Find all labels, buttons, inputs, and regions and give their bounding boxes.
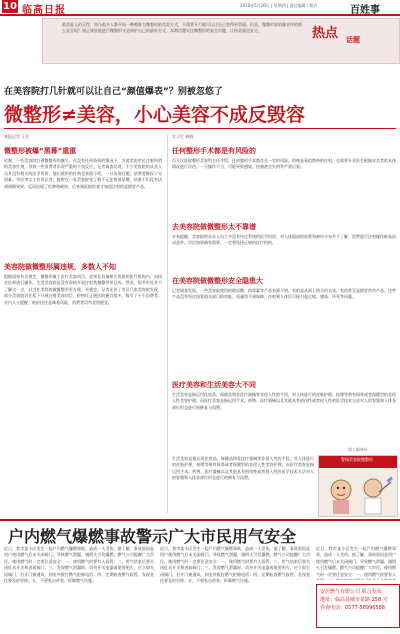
gas-company-text	[320, 588, 396, 612]
gas-body-col3: 近日，我市某小区发生一起户内燃气爆燃事故，造成一人受伤。据了解，事故原因是用户使用燃气后未关闭阀门，导致燃气泄漏，遇明火引发爆燃。燃气公司提醒广大市民，使用燃气时一定要注意安全：一、使用燃气时要有人	[316, 546, 396, 577]
cartoon-caption: 警惕美容院微整形	[341, 457, 373, 462]
gas-safety-headline: 户内燃气爆燃事故警示广大市民用气安全	[8, 527, 297, 546]
page-number: 10	[3, 1, 17, 12]
photo-credit: 图 / 新华社	[348, 447, 368, 452]
gas-body-col1: 近日，我市某小区发生一起户内燃气爆燃事故，造成一人受伤。据了解，事故原因是用户使用燃气后未关闭阀门，导致燃气泄漏，遇明火引发爆燃。燃气公司提醒广大市民，使用燃气时一定要注意安全：一、使用燃气时要有人看管；二、用气结束后要关闭灶具开关和表前阀门；三、发现燃气泄漏时，切勿开关电器或使用明火，应立即关闭阀门，打开门窗通风，到室外拨打燃气抢修电话；四、定期检查燃气软管，发现老化要及时更换；五、不要私自改装、拆除燃气设施。	[4, 546, 154, 584]
hot-topic-sub: 话题	[346, 36, 360, 44]
col1-section-body-2: 根据国家有关规定，微整形属于医疗美容项目，必须在具备相关资质的医疗机构内，由执业医师进行操作。生活美容院是没有资格开展注射类微整形项目的。然而，很多市民并不了解这一点，以为在美容院做微整形更方便、更便宜。记者走访了市区几家美容院发现，部分美容院仍在私下开展注射美容项目，价格比正规医院便宜很多，吸引了不少消费者。业内人士提醒，低价往往意味着风险，消费者切勿贪图便宜。	[4, 274, 162, 305]
cartoon-illustration	[318, 455, 398, 517]
paper-name: 临高日报	[22, 5, 66, 16]
col2-section-body-4: 生活美容是指运用化妆品、保健品和非医疗器械等非侵入性的手段，对人体进行的皮肤护理、按摩等带有保养或者保健型的非侵入性美容护理。而医疗美容是指运用手术、药物、医疗器械以及其他具有创伤性或者侵入性的医学技术方法对人的容貌和人体各部位形态进行的修复与再塑。	[172, 392, 396, 410]
gas-company-address: 地址：临高县城市某路 258 号	[320, 597, 388, 603]
col1-section-title-1: 微整形被爆“黑幕”重重	[4, 147, 77, 155]
section-name: 百姓事	[350, 5, 380, 16]
col2-section-title-2: 去美容院做微整形太不靠谱	[172, 223, 256, 231]
gas-company-phone: 咨询电话：0577-58996588	[320, 605, 385, 611]
gas-body-col2: 近日，我市某小区发生一起户内燃气爆燃事故，造成一人受伤。据了解，事故原因是用户使用燃气后未关闭阀门，导致燃气泄漏，遇明火引发爆燃。燃气公司提醒广大市民，使用燃气时一定要注意安全：一、使用燃气时要有人看管；二、用气结束后要关闭灶具开关和表前阀门；三、发现燃气泄漏时，切勿开关电器或使用明火，应立即关闭阀门，打开门窗通风，到室外拨打燃气抢修电话；四、定期检查燃气软管，发现老化要及时更换；五、不要私自改装、拆除燃气设施。	[160, 546, 310, 584]
column-divider	[167, 134, 168, 514]
col2-section-body-1: 市人民医院整形美容科主任介绍，任何整形手术都存在一定的风险，即使是看似简单的注射，也需要专业医生根据求美者的具体情况进行评估。一旦操作不当，可能导致感染、栓塞甚至失明等严重后果。	[172, 158, 396, 170]
col2-section-body-3: 记者调查发现，一些美容院使用的玻尿酸、肉毒素等产品来源不明，有的是从网上购买的水货，有的甚至是假冒伪劣产品。这些产品没有经过国家相关部门的审批，质量得不到保障，注射到人体后可能引起过敏、感染、坏死等问题。	[172, 288, 396, 300]
col2-section-title-3: 在美容院做微整形安全隐患大	[172, 277, 263, 285]
issue-info: 2010年5月20日 | 星期四 | 责任编辑 / 版式	[240, 3, 318, 8]
gas-company-name: 安居燃气有限公司 联合发布	[320, 589, 382, 595]
col2-section-body-4-cont: 生活美容是指运用化妆品、保健品和非医疗器械等非侵入性的手段，对人体进行的皮肤护理、按摩等带有保养或者保健型的非侵入性美容护理。而医疗美容是指运用手术、药物、医疗器械以及其他具有创伤性或者侵入性的医学技术方法对人的容貌和人体各部位形态进行的修复与再塑。	[172, 456, 314, 481]
hot-topic-intro: 爱美是人的天性，如今很多人都开始一种被称为微整形的美容方式，不需要开刀就可以让自己变得更美丽。但是，微整形真的像宣传的那么安全吗？到正规医院进行微整形才是保护自己的最好方式，本期话题关注微整形的安全问题，让你美丽也安全。	[62, 22, 302, 33]
hot-topic-logo: 热点	[312, 26, 339, 41]
kicker-headline: 在美容院打几针就可以让自己“颜值爆表”？别被忽悠了	[4, 87, 223, 97]
main-headline: 微整形≠美容，小心美容不成反毁容	[4, 104, 305, 126]
col1-byline: 本报记者 王芳	[4, 134, 30, 139]
col1-section-title-2: 美容院做微整形属违规，多数人不知	[4, 263, 116, 271]
headline-divider	[4, 128, 396, 129]
col2-section-title-1: 任何整形手术都是有风险的	[172, 147, 256, 155]
gas-section-rule	[0, 519, 400, 521]
col1-section-body-1: 近期，一些美容院打着微整形的旗号，在没有任何资质的情况下，为爱美的市民注射所谓的美容针剂，导致一些消费者出现严重的不良反应。记者调查发现，不少美容院的从业人员并没有相关的医学背景，他们使用的针剂也来路不明，一旦出现问题，消费者维权十分困难。市民李女士告诉记者，她曾在一家美容院花了数千元注射玻尿酸，结果不但没有达到预期效果，反而出现了红肿和硬块，后来到医院检查才知道注射的是假冒产品。	[4, 158, 162, 189]
col2-section-body-2: 专家提醒，美容院的从业人员大多没有经过系统的医学培训，对人体面部的血管和神经分布并不了解，贸然进行注射操作极易造成意外。市民如果确有需要，一定要选择正规的医疗机构。	[172, 234, 396, 246]
col2-section-title-4: 医疗美容和生活美容大不同	[172, 381, 256, 389]
col2-byline: 实习生 林晓	[172, 134, 194, 139]
